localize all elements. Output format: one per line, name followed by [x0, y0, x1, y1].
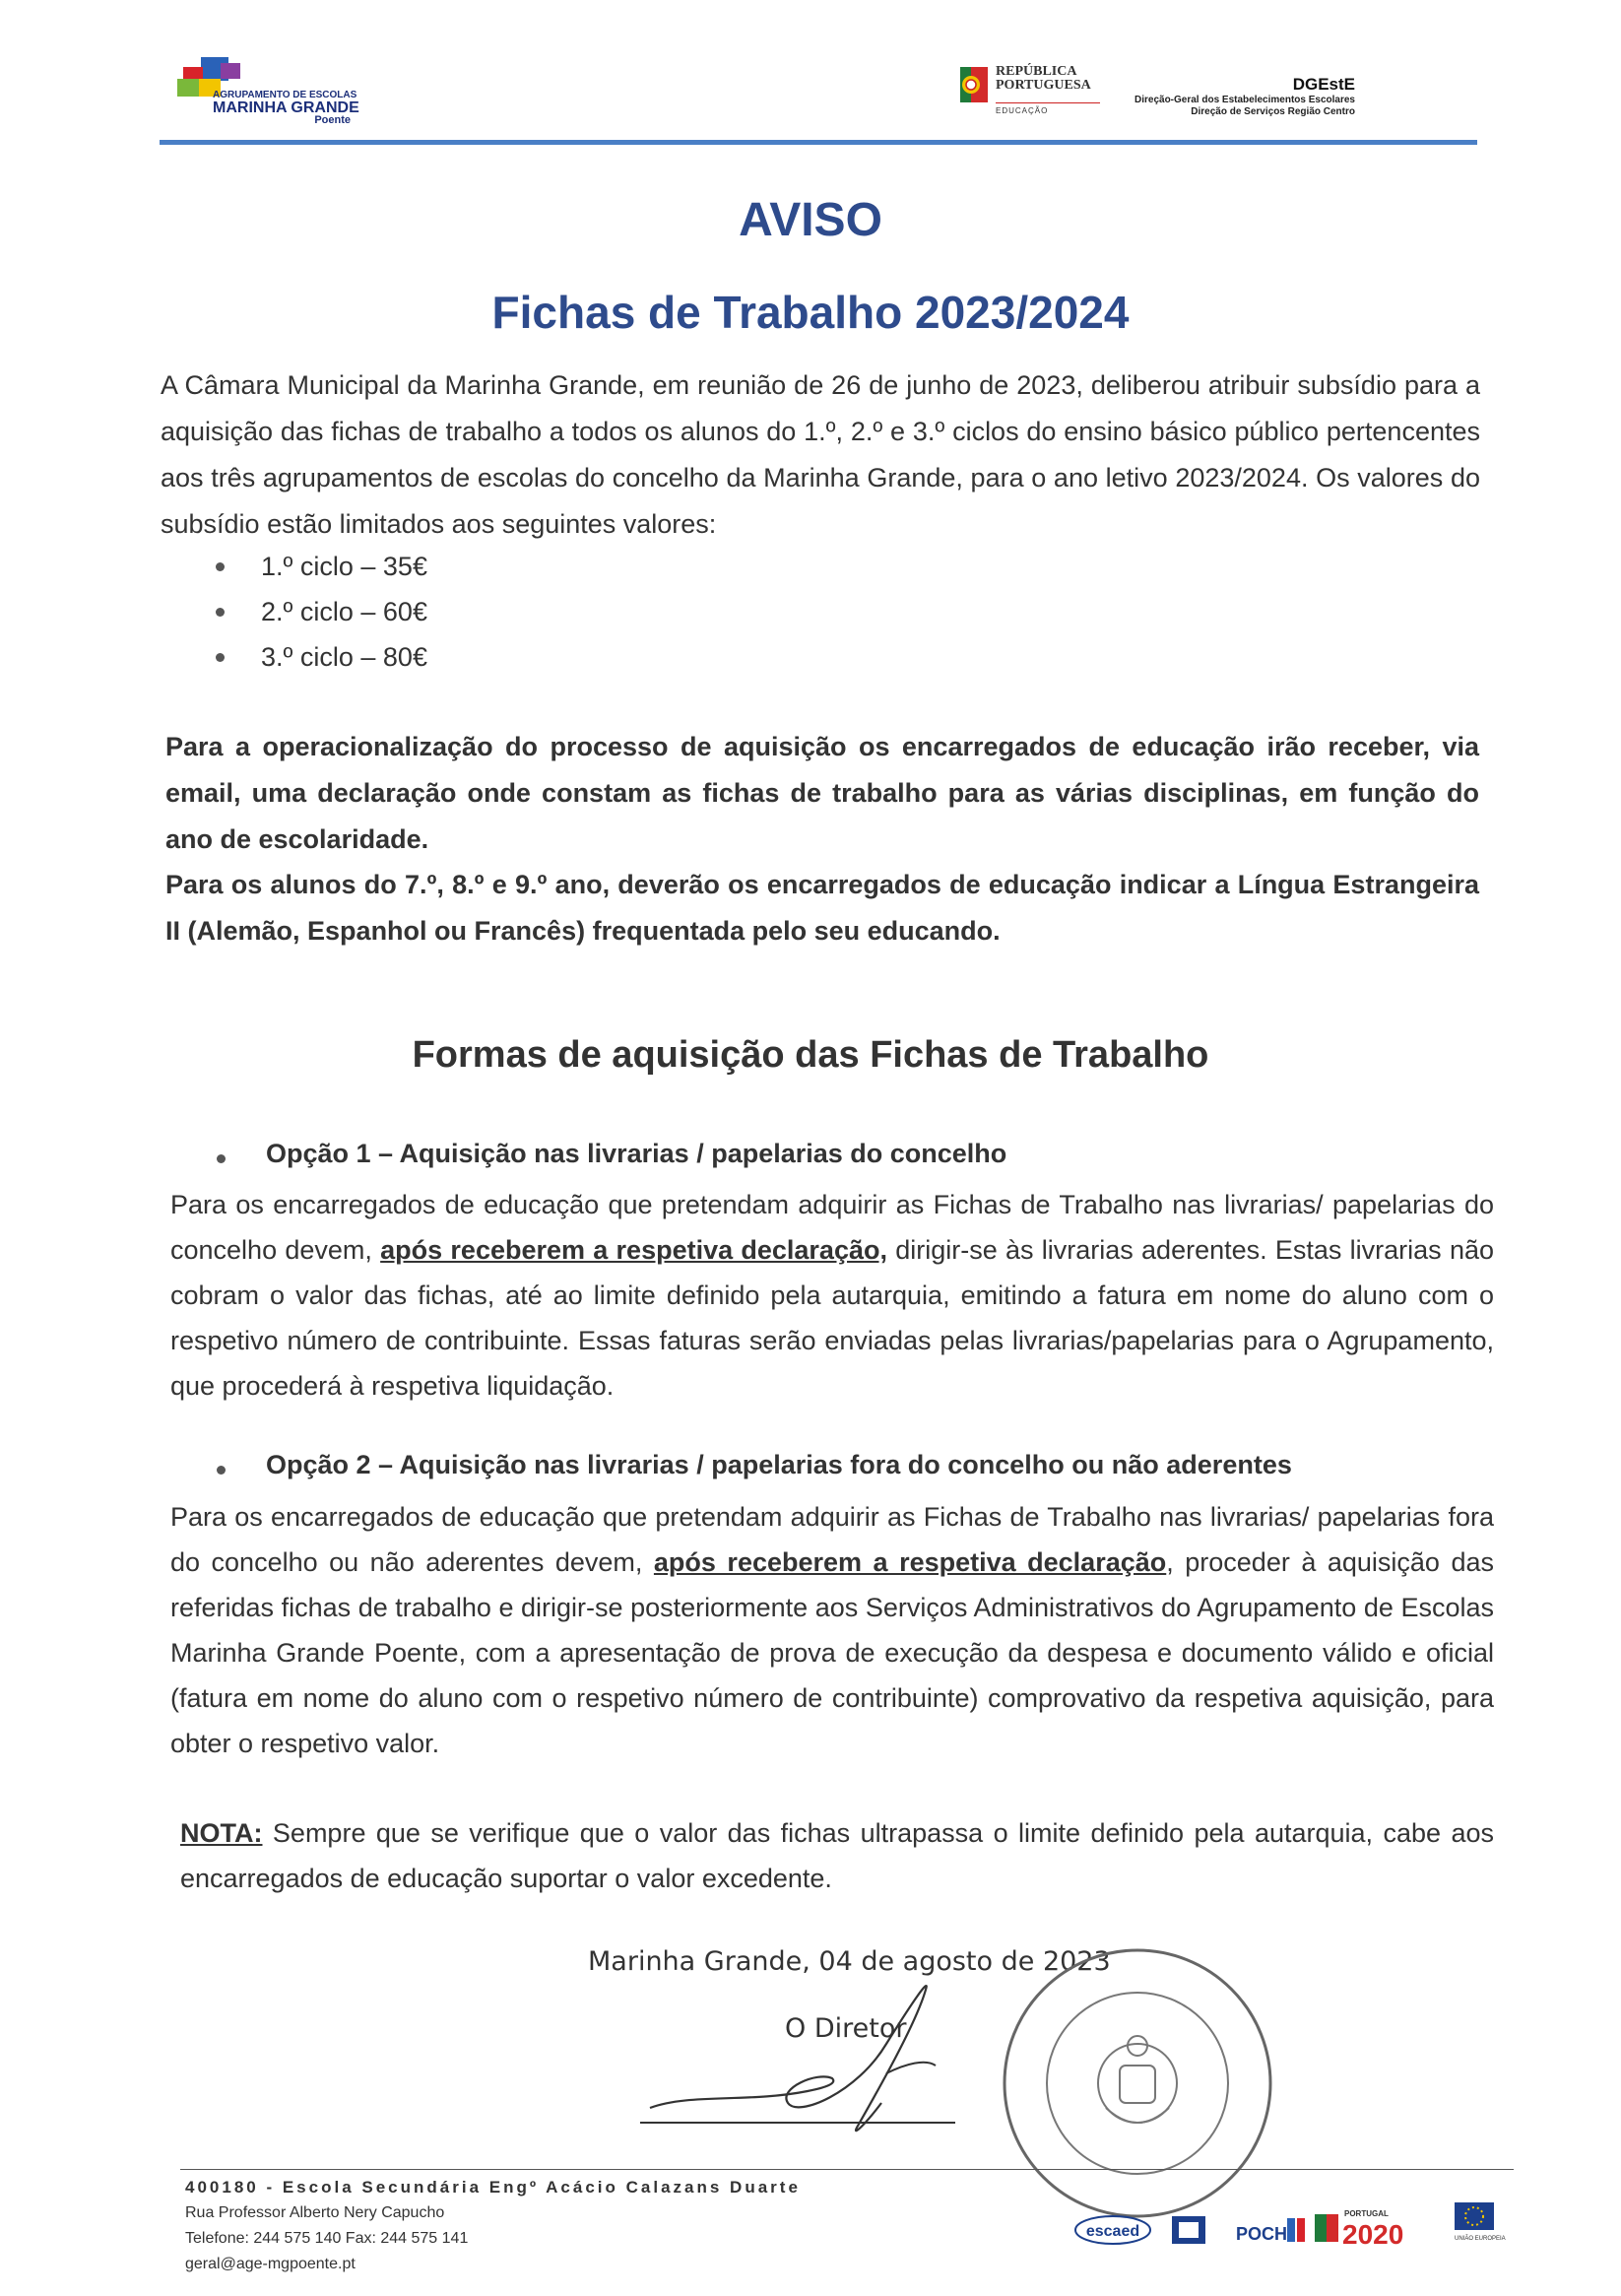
bullet-icon: [216, 608, 225, 617]
bullet-icon: [216, 653, 225, 662]
eu-label: UNIÃO EUROPEIA: [1455, 2236, 1506, 2242]
dgeste-line1: Direção-Geral dos Estabelecimentos Escolares: [1135, 95, 1355, 105]
bullet-icon: [217, 1154, 226, 1163]
republica-portuguesa-logo: [960, 63, 1108, 122]
footer-street: Rua Professor Alberto Nery Capucho: [185, 2204, 445, 2221]
school-logo-line1: AGRUPAMENTO DE ESCOLAS: [213, 90, 357, 100]
footer-phone: Telefone: 244 575 140 Fax: 244 575 141: [185, 2230, 469, 2247]
poch-logo-icon: [1236, 2218, 1305, 2244]
page-subtitle: Fichas de Trabalho 2023/2024: [491, 287, 1130, 338]
footer-email: geral@age-mgpoente.pt: [185, 2256, 356, 2272]
list-item: [210, 544, 427, 589]
escaed-logo-icon: [1075, 2216, 1150, 2244]
limit-text: 3.º ciclo – 80€: [261, 642, 427, 672]
republica-divider: [996, 102, 1100, 103]
intro-paragraph: A Câmara Municipal da Marinha Grande, em reunião de 26 de junho de 2023, deliberou atribuir subsídio para a aquisição das fichas de trabalho a todos os alunos do 1.º, 2.º e 3.º ciclos do ensino básico público pertencentes aos três agrupamentos de escolas do concelho da Marinha Grande, para o ano letivo 2023/2024. Os valores do subsídio estão limitados aos seguintes valores:: [161, 370, 1480, 539]
en-logo-icon: [1172, 2216, 1205, 2244]
option1-heading: Opção 1 – Aquisição nas livrarias / papelarias do concelho: [217, 1139, 1006, 1169]
place-date: Marinha Grande, 04 de agosto de 2023: [588, 1946, 1111, 1977]
limit-text: 1.º ciclo – 35€: [261, 552, 427, 581]
option1-paragraph: Para os encarregados de educação que pretendam adquirir as Fichas de Trabalho nas livrarias/ papelarias do concelho devem, após receberem a respetiva declaração, dirigir-se às livrarias aderentes. Estas livrarias não cobram o valor das fichas, até ao limite definido pela autarquia, emitindo a fatura em nome do aluno com o respetivo número de contribuinte. Essas faturas serão enviadas pelas livrarias/papelarias para o Agrupamento, que procederá à respetiva liquidação.: [170, 1190, 1494, 1401]
limits-list: [210, 544, 427, 680]
school-logo-line3: Poente: [314, 114, 351, 126]
footer-divider: [180, 2169, 1514, 2170]
portugal-label: PORTUGAL: [1344, 2209, 1389, 2218]
funding-logos: [1069, 2189, 1522, 2258]
dgeste-line2: Direção de Serviços Região Centro: [1191, 106, 1355, 117]
bullet-icon: [216, 562, 225, 571]
list-item: [210, 634, 427, 680]
option1-underlined: após receberem a respetiva declaração,: [380, 1235, 887, 1265]
nota-paragraph: NOTA: Sempre que se verifique que o valor das fichas ultrapassa o limite definido pela autarquia, cabe aos encarregados de educação suportar o valor excedente.: [180, 1818, 1494, 1893]
dgeste-logo: [1103, 75, 1355, 118]
portuguese-emblem-icon: [960, 67, 988, 102]
poch-label: POCH: [1236, 2224, 1288, 2244]
portugal-2020-logo-icon: [1315, 2209, 1403, 2250]
option2-paragraph: Para os encarregados de educação que pretendam adquirir as Fichas de Trabalho nas livrarias/ papelarias fora do concelho ou não aderentes devem, após receberem a respetiva declaração, proceder à aquisição das referidas fichas de trabalho e dirigir-se posteriormente aos Serviços Administrativos do Agrupamento de Escolas Marinha Grande Poente, com a apresentação de prova de execução da despesa e documento válido e oficial (fatura em nome do aluno com o respetivo número de contribuinte) comprovativo da respetiva aquisição, para obter o respetivo valor.: [170, 1502, 1494, 1758]
section-title: Formas de aquisição das Fichas de Trabalho: [412, 1034, 1209, 1076]
school-logo-line2: MARINHA GRANDE: [213, 99, 359, 116]
bullet-icon: [217, 1466, 226, 1475]
eu-flag-icon: [1455, 2202, 1506, 2242]
school-logo: [158, 57, 374, 136]
dgeste-title: DGEstE: [1292, 75, 1355, 94]
republica-sub: EDUCAÇÃO: [996, 106, 1049, 115]
operationalization-paragraph: Para a operacionalização do processo de aquisição os encarregados de educação irão receber, via email, uma declaração onde constam as fichas de trabalho para as várias disciplinas, em função do ano de escolaridade.: [165, 732, 1479, 854]
limit-text: 2.º ciclo – 60€: [261, 597, 427, 626]
page-title: AVISO: [739, 194, 882, 246]
footer-address: [185, 2175, 801, 2277]
nota-label: NOTA:: [180, 1818, 263, 1848]
school-stamp-icon: [990, 1935, 1285, 2231]
escaed-label: escaed: [1085, 2223, 1140, 2240]
p2020-label: 2020: [1342, 2219, 1404, 2250]
option2-underlined: após receberem a respetiva declaração: [653, 1547, 1167, 1577]
republica-line1: REPÚBLICA: [996, 64, 1077, 79]
header-divider: [160, 140, 1477, 145]
signatory-label: O Diretor: [785, 2013, 907, 2044]
language-paragraph: Para os alunos do 7.º, 8.º e 9.º ano, deverão os encarregados de educação indicar a Língua Estrangeira II (Alemão, Espanhol ou Francês) frequentada pelo seu educando.: [165, 870, 1479, 946]
list-item: [210, 589, 427, 634]
republica-line2: PORTUGUESA: [996, 78, 1091, 93]
signature-icon: [630, 1955, 985, 2152]
footer-school: 400180 - Escola Secundária Engº Acácio Calazans Duarte: [185, 2178, 801, 2197]
option2-heading: Opção 2 – Aquisição nas livrarias / papelarias fora do concelho ou não aderentes: [217, 1450, 1292, 1480]
